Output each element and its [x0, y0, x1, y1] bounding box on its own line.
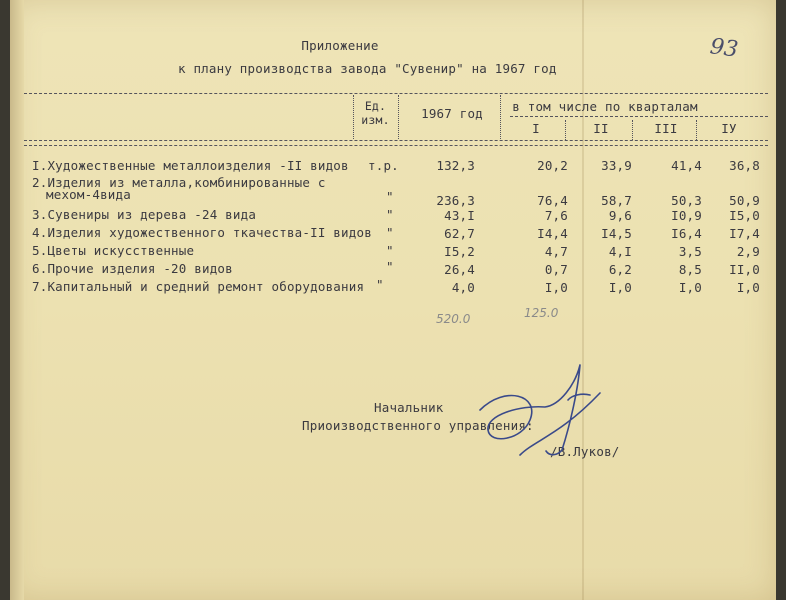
row-3-q2: 9,6	[608, 208, 632, 223]
row-2-q4: 50,9	[729, 193, 760, 208]
col-sep-6	[696, 120, 697, 140]
row-7-unit: "	[376, 277, 384, 292]
row-6-q1: 0,7	[544, 262, 568, 277]
row-7-name: 7.Капитальный и средний ремонт оборудования	[32, 279, 365, 294]
row-2-year: 236,3	[436, 193, 475, 208]
row-6-q2: 6,2	[608, 262, 632, 277]
row-2-q1: 76,4	[537, 193, 568, 208]
row-2-name-cont: мехом-4вида	[46, 187, 131, 202]
header-q2: II	[593, 121, 609, 136]
page-number: 93	[708, 34, 740, 63]
row-7-q3: I,0	[678, 280, 702, 295]
appendix-subtitle: к плану производства завода "Сувенир" на 1967 год	[178, 61, 557, 76]
row-6-unit: "	[386, 259, 394, 274]
handwritten-signature	[450, 345, 610, 465]
signatory-department: Приоизводственного управления:	[302, 418, 534, 433]
pencil-note-total-q1: 125.0	[524, 306, 559, 320]
row-3-q1: 7,6	[544, 208, 568, 223]
row-7-q2: I,0	[608, 280, 632, 295]
col-sep-4	[565, 120, 566, 140]
row-2-name: 2.Изделия из металла,комбинированные с	[32, 175, 326, 190]
row-3-q4: I5,0	[729, 208, 760, 223]
row-3-unit: "	[386, 207, 394, 222]
row-5-q3: 3,5	[678, 244, 702, 259]
header-bottom-rule-2	[24, 145, 768, 146]
row-4-year: 62,7	[444, 226, 475, 241]
row-5-q1: 4,7	[544, 244, 568, 259]
binding-edge	[10, 0, 24, 600]
row-6-q3: 8,5	[678, 262, 702, 277]
row-5-q4: 2,9	[736, 244, 760, 259]
row-2-q3: 50,3	[671, 193, 702, 208]
row-7-q4: I,0	[736, 280, 760, 295]
signatory-name: /В.Луков/	[550, 444, 620, 459]
row-5-q2: 4,I	[608, 244, 632, 259]
row-4-q4: I7,4	[729, 226, 760, 241]
header-q3: III	[654, 121, 678, 136]
page-fold	[582, 0, 584, 600]
row-1-q4: 36,8	[729, 158, 760, 173]
row-4-name: 4.Изделия художественного ткачества-II видов	[32, 225, 372, 240]
pencil-note-total-year: 520.0	[436, 312, 471, 326]
signatory-title: Начальник	[374, 400, 444, 415]
row-5-unit: "	[386, 243, 394, 258]
header-bottom-rule	[24, 140, 768, 141]
row-6-q4: II,0	[729, 262, 760, 277]
row-1-q2: 33,9	[601, 158, 632, 173]
header-q1: I	[532, 121, 540, 136]
row-6-name: 6.Прочие изделия -20 видов	[32, 261, 233, 276]
row-4-q1: I4,4	[537, 226, 568, 241]
col-sep-5	[632, 120, 633, 140]
col-sep-2	[398, 95, 399, 139]
header-year: 1967 год	[421, 106, 483, 121]
appendix-title: Приложение	[301, 38, 379, 53]
row-7-q1: I,0	[544, 280, 568, 295]
row-2-q2: 58,7	[601, 193, 632, 208]
col-sep-3	[500, 95, 501, 139]
row-3-year: 43,I	[444, 208, 475, 223]
row-1-unit: т.р.	[368, 158, 399, 173]
row-4-unit: "	[386, 225, 394, 240]
header-q4: IУ	[721, 121, 737, 136]
row-3-name: 3.Сувениры из дерева -24 вида	[32, 207, 257, 222]
row-6-year: 26,4	[444, 262, 475, 277]
row-7-year: 4,0	[451, 280, 475, 295]
row-4-q3: I6,4	[671, 226, 702, 241]
table-top-rule	[24, 93, 768, 94]
row-2-unit: "	[386, 189, 394, 204]
document-page	[10, 0, 776, 600]
row-1-name: I.Художественные металлоизделия -II видов	[32, 158, 349, 173]
row-1-year: 132,3	[436, 158, 475, 173]
header-unit: Ед. изм.	[361, 99, 390, 127]
row-1-q3: 41,4	[671, 158, 702, 173]
header-quarters: в том числе по кварталам	[512, 99, 698, 114]
row-5-name: 5.Цветы искусственные	[32, 243, 195, 258]
row-4-q2: I4,5	[601, 226, 632, 241]
quarters-rule	[510, 116, 768, 117]
row-1-q1: 20,2	[537, 158, 568, 173]
row-3-q3: I0,9	[671, 208, 702, 223]
row-5-year: I5,2	[444, 244, 475, 259]
